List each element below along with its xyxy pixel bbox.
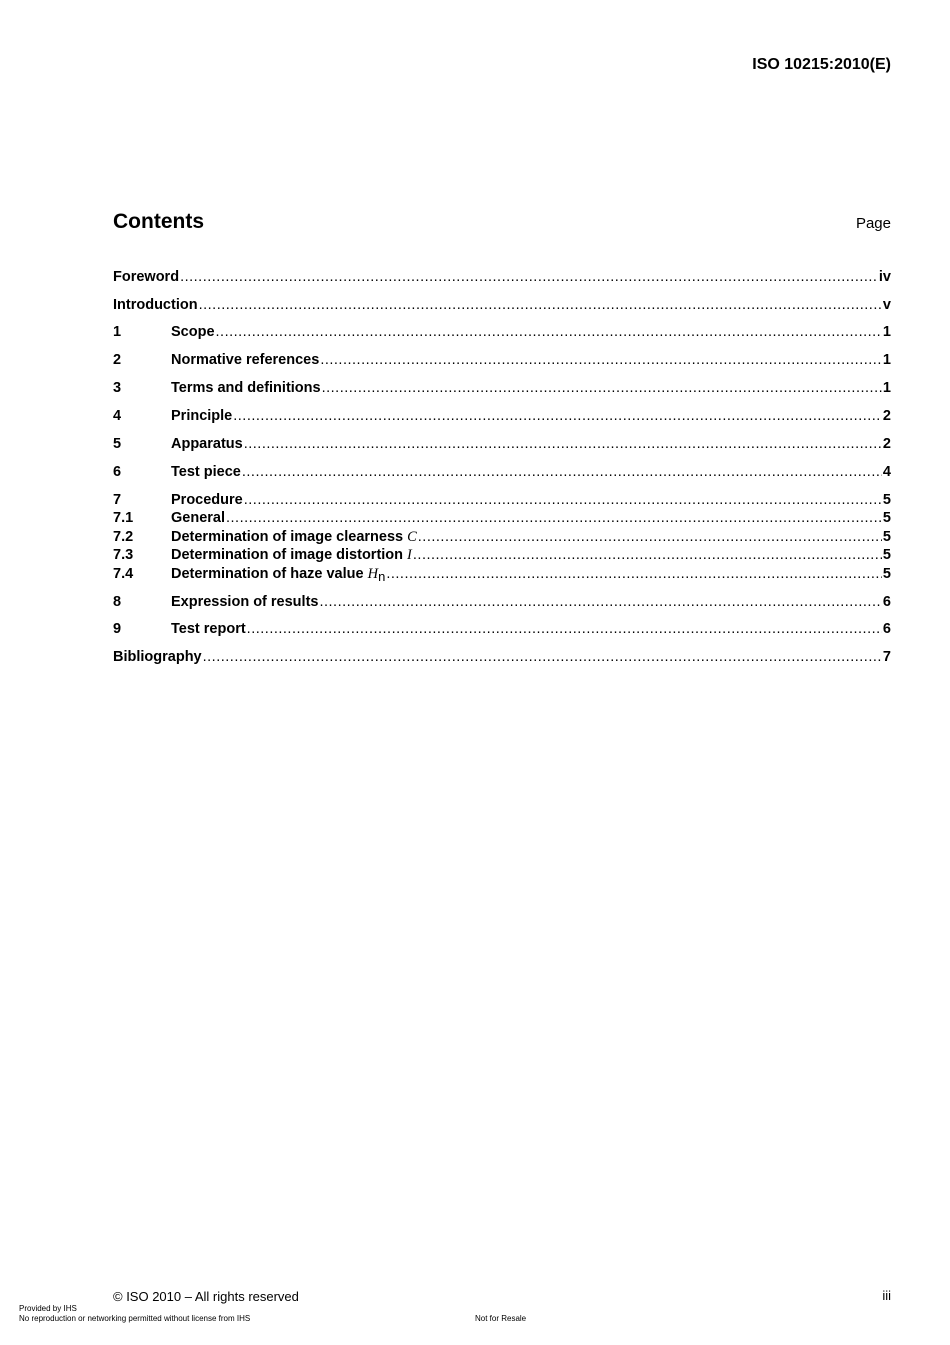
toc-entry-number: 7 xyxy=(113,492,122,508)
toc-leader-dots xyxy=(180,269,878,285)
toc-entry-foreword[interactable] xyxy=(113,269,891,288)
toc-entry-title: Terms and definitions xyxy=(171,380,321,396)
toc-entry-title: Procedure xyxy=(171,492,243,508)
contents-title: Contents xyxy=(113,210,204,233)
toc-entry-number: 7.4 xyxy=(113,566,134,582)
toc-entry-number: 7.2 xyxy=(113,529,134,545)
toc-entry-page: 7 xyxy=(882,649,891,665)
toc-entry-procedure[interactable] xyxy=(113,492,891,511)
toc-entry-page: 5 xyxy=(882,547,891,563)
toc-entry-title: Test piece xyxy=(171,464,241,480)
not-for-resale: Not for Resale xyxy=(475,1314,527,1323)
toc-entry-page: 5 xyxy=(882,566,891,582)
toc-leader-dots xyxy=(320,352,882,368)
toc-entry-number: 7.3 xyxy=(113,547,134,563)
toc-entry-apparatus[interactable] xyxy=(113,436,891,455)
toc-leader-dots xyxy=(244,436,882,452)
toc-leader-dots xyxy=(322,380,882,396)
toc-entry-title: Principle xyxy=(171,408,233,424)
toc-leader-dots xyxy=(244,492,882,508)
toc-entry-page: 2 xyxy=(882,408,891,424)
toc-entry-title: Normative references xyxy=(171,352,320,368)
page-column-label: Page xyxy=(855,215,891,232)
toc-entry-page: v xyxy=(882,297,891,313)
math-subscript: n xyxy=(378,569,386,584)
toc-leader-dots xyxy=(216,324,882,340)
toc-entry-page: 1 xyxy=(882,324,891,340)
toc-leader-dots xyxy=(319,594,881,610)
toc-entry-number: 1 xyxy=(113,324,122,340)
toc-entry-normative-references[interactable] xyxy=(113,352,891,371)
toc-entry-number: 2 xyxy=(113,352,122,368)
toc-leader-dots xyxy=(247,621,882,637)
toc-entry-title: Apparatus xyxy=(171,436,243,452)
toc-entry-number: 8 xyxy=(113,594,122,610)
provider-notice xyxy=(19,1304,250,1324)
toc-entry-title xyxy=(171,547,412,564)
toc-entry-title: Test report xyxy=(171,621,246,637)
toc-entry-number: 4 xyxy=(113,408,122,424)
provided-by: Provided by IHS xyxy=(19,1304,77,1313)
toc-leader-dots xyxy=(242,464,882,480)
math-symbol: I xyxy=(407,547,412,563)
toc-entry-page: 6 xyxy=(882,621,891,637)
toc-entry-page: 5 xyxy=(882,529,891,545)
toc-entry-bibliography[interactable] xyxy=(113,649,891,668)
toc-entry-page: iv xyxy=(878,269,891,285)
footer-page-number: iii xyxy=(882,1288,891,1303)
toc-leader-dots xyxy=(233,408,882,424)
no-reproduction-notice: No reproduction or networking permitted without license from IHS xyxy=(19,1314,251,1323)
toc-entry-expression-of-results[interactable] xyxy=(113,594,891,613)
toc-entry-title-text: Determination of image clearness xyxy=(171,529,404,545)
toc-entry-number: 3 xyxy=(113,380,122,396)
toc-entry-principle[interactable] xyxy=(113,408,891,427)
toc-entry-test-piece[interactable] xyxy=(113,464,891,483)
toc-entry-introduction[interactable] xyxy=(113,297,891,316)
toc-entry-title: Foreword xyxy=(113,269,180,285)
toc-leader-dots xyxy=(199,297,882,313)
toc-entry-terms-definitions[interactable] xyxy=(113,380,891,399)
toc-leader-dots xyxy=(226,510,882,526)
toc-entry-number: 7.1 xyxy=(113,510,134,526)
toc-leader-dots xyxy=(418,529,882,545)
toc-leader-dots xyxy=(203,649,882,665)
toc-entry-title-text: Determination of image distortion xyxy=(171,547,404,563)
toc-entry-title: Expression of results xyxy=(171,594,319,610)
toc-entry-page: 5 xyxy=(882,492,891,508)
toc-leader-dots xyxy=(386,566,882,582)
toc-entry-number: 5 xyxy=(113,436,122,452)
toc-entry-page: 6 xyxy=(882,594,891,610)
toc-entry-image-clearness[interactable] xyxy=(113,529,891,548)
toc-entry-number: 9 xyxy=(113,621,122,637)
toc-entry-title: Introduction xyxy=(113,297,198,313)
toc-entry-title-text: Determination of haze value xyxy=(171,566,364,582)
math-symbol: H xyxy=(367,566,379,582)
toc-entry-title: Bibliography xyxy=(113,649,202,665)
toc-entry-title xyxy=(171,529,417,546)
toc-entry-number: 6 xyxy=(113,464,122,480)
footer-copyright: © ISO 2010 – All rights reserved xyxy=(113,1289,299,1304)
toc-entry-page: 1 xyxy=(882,380,891,396)
toc-entry-general[interactable] xyxy=(113,510,891,529)
toc-entry-title: Scope xyxy=(171,324,215,340)
document-id: ISO 10215:2010(E) xyxy=(752,56,891,73)
toc-entry-page: 5 xyxy=(882,510,891,526)
toc-leader-dots xyxy=(413,547,882,563)
toc-entry-image-distortion[interactable] xyxy=(113,547,891,566)
math-symbol: C xyxy=(407,529,417,545)
toc-entry-title: General xyxy=(171,510,225,526)
toc-entry-scope[interactable] xyxy=(113,324,891,343)
toc-entry-page: 4 xyxy=(882,464,891,480)
toc-entry-page: 2 xyxy=(882,436,891,452)
table-of-contents xyxy=(113,0,891,700)
toc-entry-title xyxy=(171,566,385,583)
toc-entry-page: 1 xyxy=(882,352,891,368)
toc-entry-test-report[interactable] xyxy=(113,621,891,640)
toc-entry-haze-value[interactable] xyxy=(113,566,891,585)
